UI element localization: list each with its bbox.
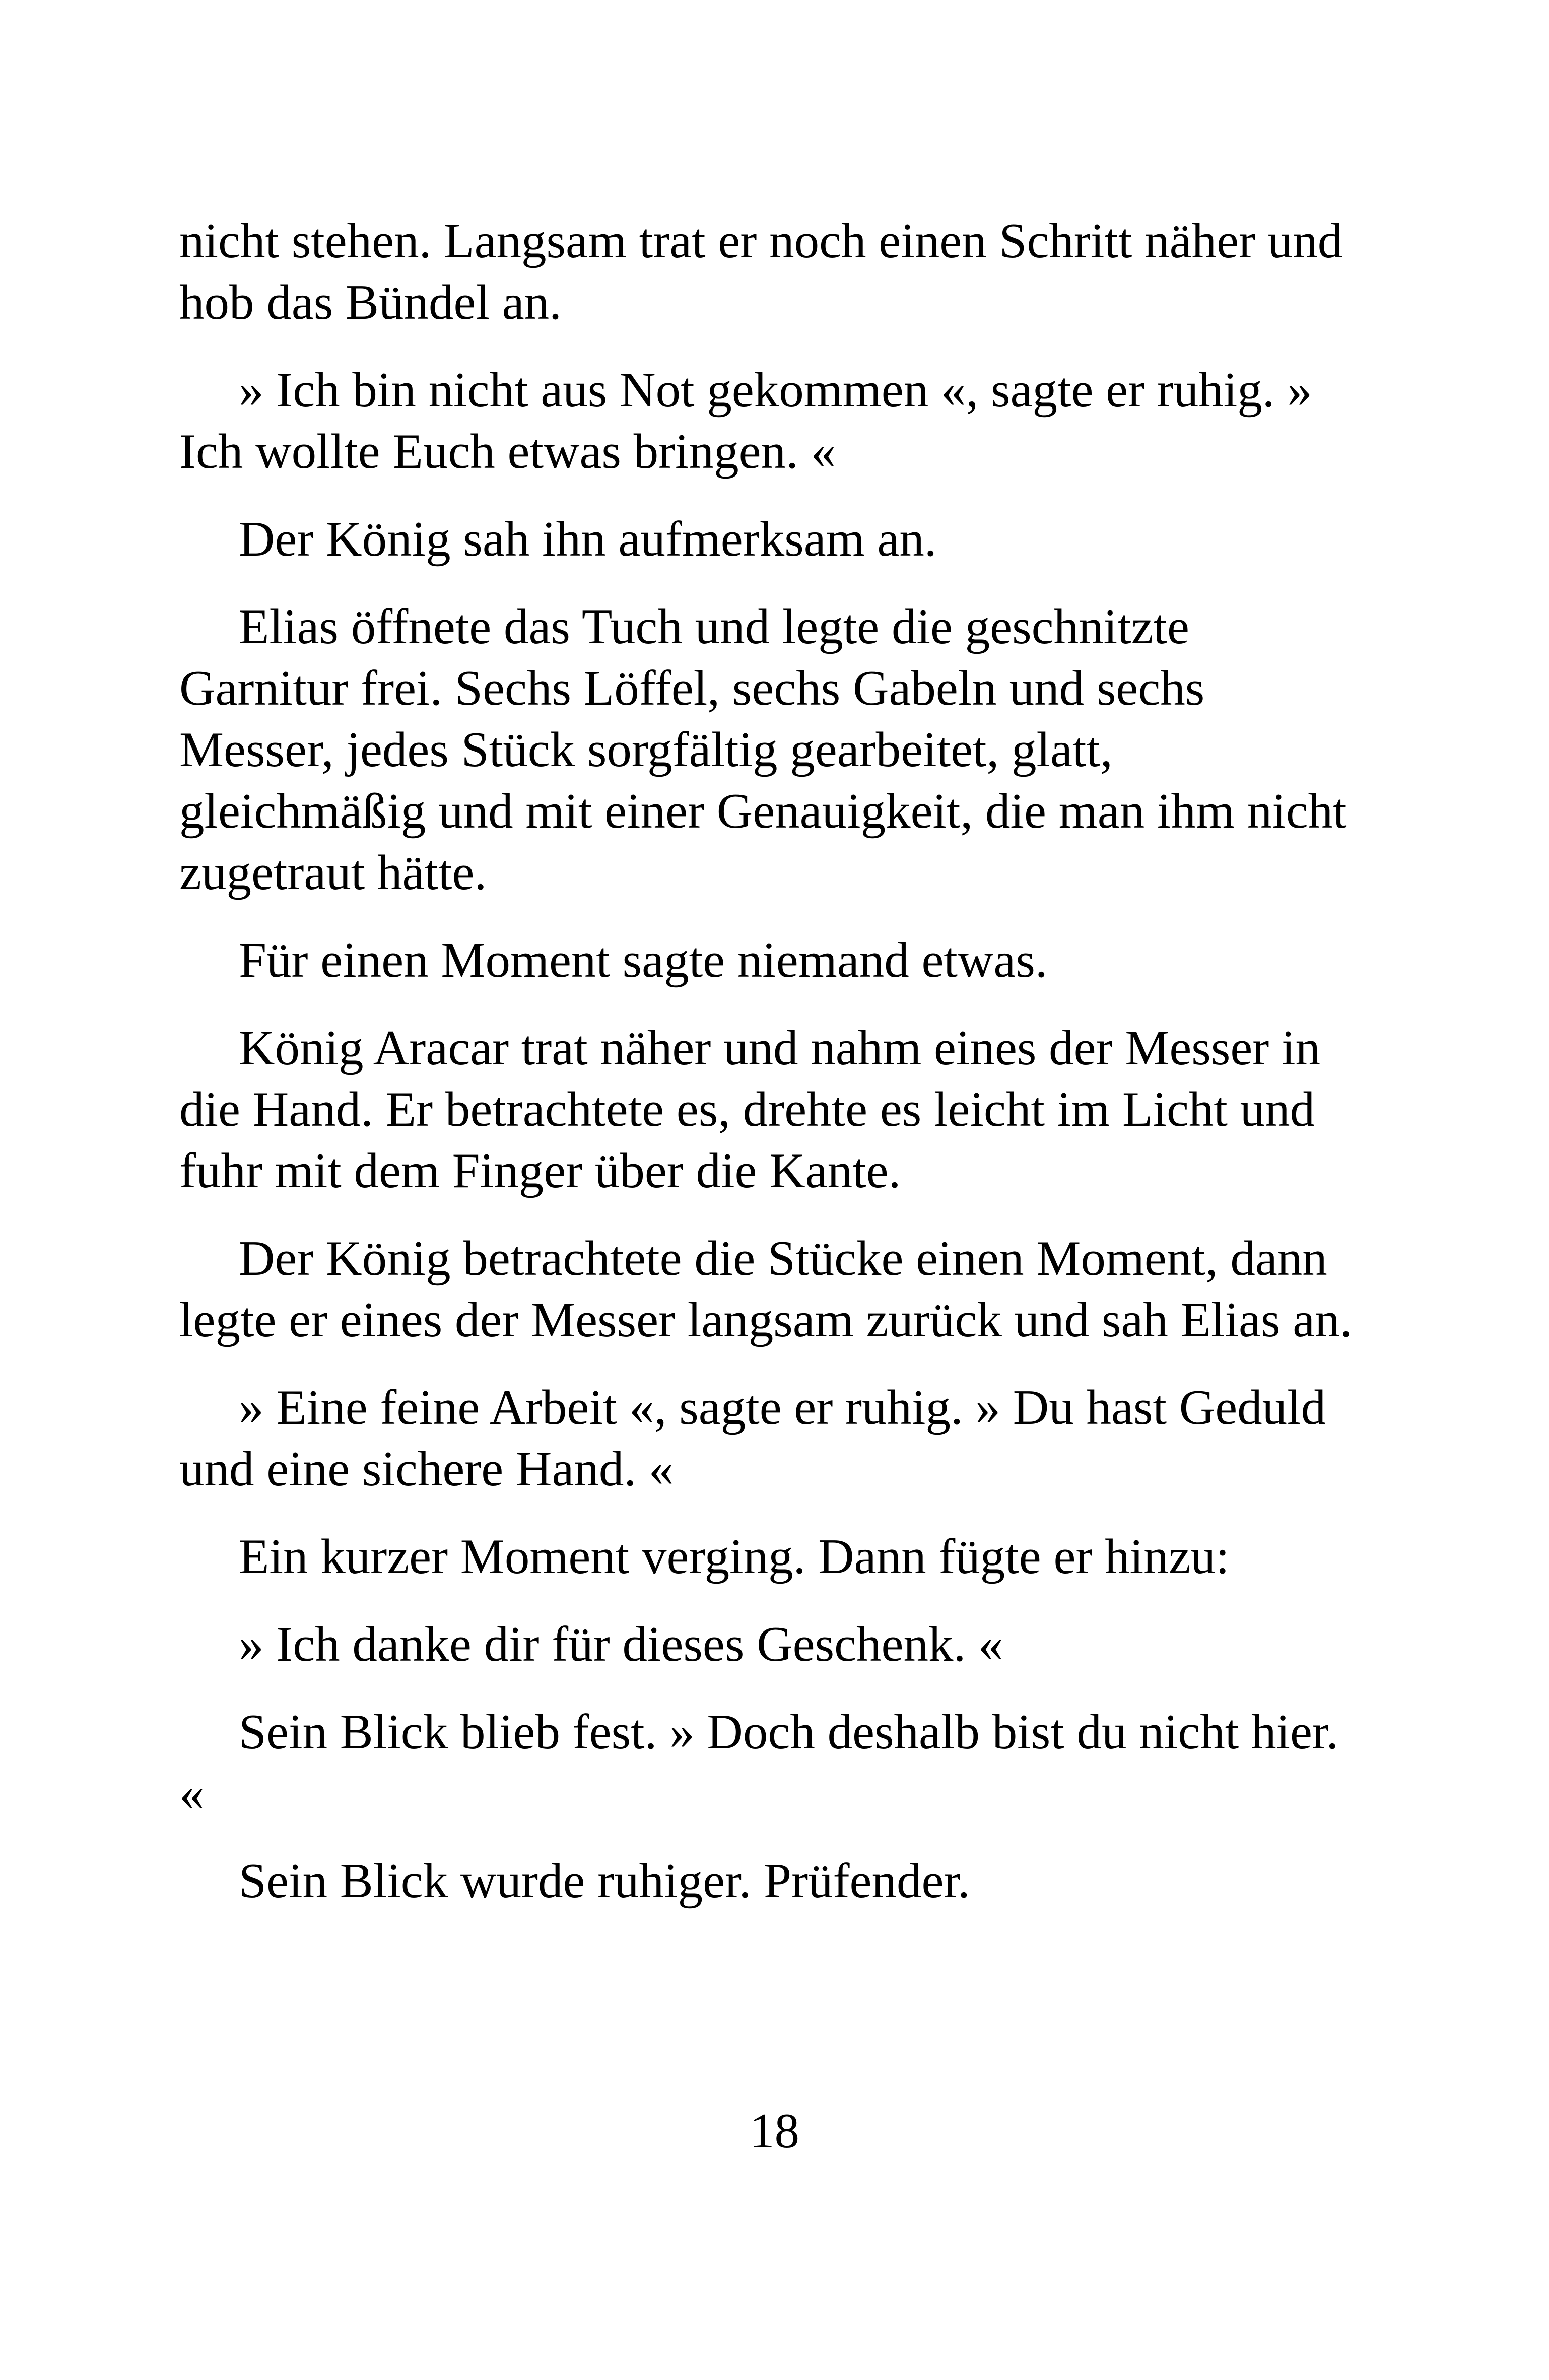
paragraph-5: Für einen Moment sagte niemand etwas. [239, 933, 1048, 988]
paragraph-2: » Ich bin nicht aus Not gekommen «, sagte er ruhig. » Ich wollte Euch etwas bringen. « [179, 363, 1312, 479]
body-text [179, 211, 1368, 1938]
paragraph-11: Sein Blick blieb fest. » Doch deshalb bist du nicht hier. « [179, 1705, 1339, 1821]
paragraph-12: Sein Blick wurde ruhiger. Prüfender. [239, 1854, 970, 1909]
paragraph-3: Der König sah ihn aufmerksam an. [239, 512, 937, 567]
paragraph-4: Elias öffnete das Tuch und legte die geschnitzte Garnitur frei. Sechs Löffel, sechs Gabeln und sechs Messer, jedes Stück sorgfältig gearbeitet, glatt, gleichmäßig und mit einer Genauigkeit, die man ihm nicht zugetraut hätte. [179, 599, 1347, 900]
paragraph-7: Der König betrachtete die Stücke einen Moment, dann legte er eines der Messer langsam zurück und sah Elias an. [179, 1231, 1353, 1347]
paragraph-1: nicht stehen. Langsam trat er noch einen Schritt näher und hob das Bündel an. [179, 214, 1343, 330]
page-number: 18 [750, 2103, 799, 2158]
paragraph-8: » Eine feine Arbeit «, sagte er ruhig. » Du hast Geduld und eine sichere Hand. « [179, 1380, 1326, 1497]
paragraph-9: Ein kurzer Moment verging. Dann fügte er hinzu: [239, 1529, 1230, 1584]
paragraph-6: König Aracar trat näher und nahm eines der Messer in die Hand. Er betrachtete es, drehte es leicht im Licht und fuhr mit dem Finger über die Kante. [179, 1021, 1321, 1198]
paragraph-10: » Ich danke dir für dieses Geschenk. « [239, 1617, 1003, 1672]
